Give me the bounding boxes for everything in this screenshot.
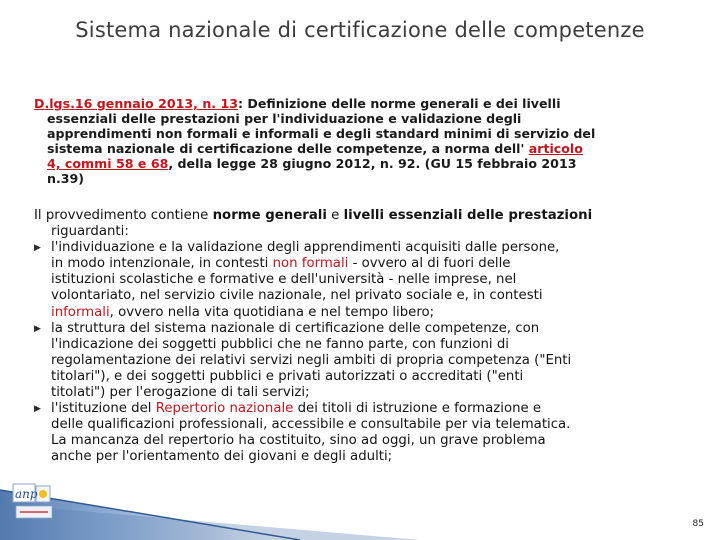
list-item	[34, 321, 674, 401]
bullet-2-line-1: la struttura del sistema nazionale di certificazione delle competenze, con	[51, 320, 540, 336]
commi-link[interactable]: 4, commi 58 e 68	[47, 156, 169, 171]
decree-text-4: sistema nazionale di certificazione delle competenze, a norma dell'	[47, 141, 529, 156]
intro-strong-1: norme generali	[212, 208, 327, 223]
list-item	[34, 401, 674, 465]
bullet-2-line-5: titolati") per l'erogazione di tali servizi;	[51, 385, 310, 401]
bullet-1-text-5: , ovvero nella vita quotidiana e nel tempo libero;	[109, 304, 435, 320]
bullet-3-line-1	[51, 401, 674, 417]
intro-mid: e	[326, 208, 344, 223]
bullet-3-line-2: delle qualificazioni professionali, accessibile e consultabile per via telematica.	[51, 417, 571, 433]
bullet-1-text: in modo intenzionale, in contesti	[51, 256, 273, 272]
decree-line-4	[34, 141, 674, 156]
decree-line-1	[34, 96, 674, 111]
page-number: 85	[692, 519, 704, 529]
intro-strong-2: livelli essenziali delle prestazioni	[343, 208, 593, 223]
triangle-right-icon: ▶	[34, 243, 41, 254]
non-formali-highlight: non formali	[272, 256, 349, 272]
decree-line-3: apprendimenti non formali e informali e degli standard minimi di servizio del	[47, 126, 596, 141]
page-title: Sistema nazionale di certificazione delle competenze	[75, 18, 645, 42]
decree-text-1: : Definizione delle norme generali e dei livelli	[237, 96, 561, 111]
footer-decoration	[0, 460, 720, 540]
triangle-right-icon: ▶	[34, 404, 41, 415]
intro-prefix: Il provvedimento contiene	[34, 208, 213, 223]
bullet-1-line-3: istituzioni scolastiche e formative e dell'università - nelle imprese, nel	[51, 272, 517, 288]
logo-text: anp	[15, 487, 38, 501]
bullet-3-text-pre: l'istituzione del	[51, 401, 156, 417]
bullet-1-line-5	[51, 305, 674, 321]
bullet-1-line-1: l'individuazione e la validazione degli apprendimenti acquisiti dalle persone,	[51, 240, 560, 256]
intro-line-1	[34, 208, 674, 224]
decree-link[interactable]: D.lgs.16 gennaio 2013, n. 13	[34, 96, 238, 111]
decree-line-6: n.39)	[47, 171, 85, 186]
body-text	[34, 208, 674, 466]
informali-highlight: informali	[51, 304, 110, 320]
triangle-right-icon: ▶	[34, 323, 41, 334]
intro-line-2: riguardanti:	[51, 224, 129, 240]
bullet-3-line-3: La mancanza del repertorio ha costituito, sino ad oggi, un grave problema	[51, 433, 546, 449]
bullet-2-line-3: regolamentazione dei relativi servizi negli ambiti di propria competenza ("Enti	[51, 352, 572, 368]
decree-text-5: , della legge 28 giugno 2012, n. 92. (GU 15 febbraio 2013	[168, 156, 577, 171]
bullet-3-line-4: anche per l'orientamento dei giovani e degli adulti;	[51, 449, 393, 465]
bullet-2-line-2: l'indicazione dei soggetti pubblici che ne fanno parte, con funzioni di	[51, 336, 509, 352]
decree-line-5	[34, 156, 674, 171]
list-item	[34, 240, 674, 320]
bullet-2-line-4: titolari"), e dei soggetti pubblici e privati autorizzati o accreditati ("enti	[51, 368, 524, 384]
bullet-1-line-4: volontariato, nel servizio civile nazionale, nel privato sociale e, in contesti	[51, 288, 543, 304]
repertorio-highlight: Repertorio nazionale	[155, 401, 294, 417]
bullet-1-text-post: - ovvero al di fuori delle	[348, 256, 511, 272]
articolo-link[interactable]: articolo	[528, 141, 583, 156]
bullet-1-line-2	[51, 256, 674, 272]
bullet-3-text-post: dei titoli di istruzione e formazione e	[293, 401, 542, 417]
anp-logo-icon	[10, 476, 70, 528]
decree-line-2: essenziali delle prestazioni per l'individuazione e validazione degli	[47, 111, 522, 126]
decree-paragraph	[34, 96, 674, 186]
